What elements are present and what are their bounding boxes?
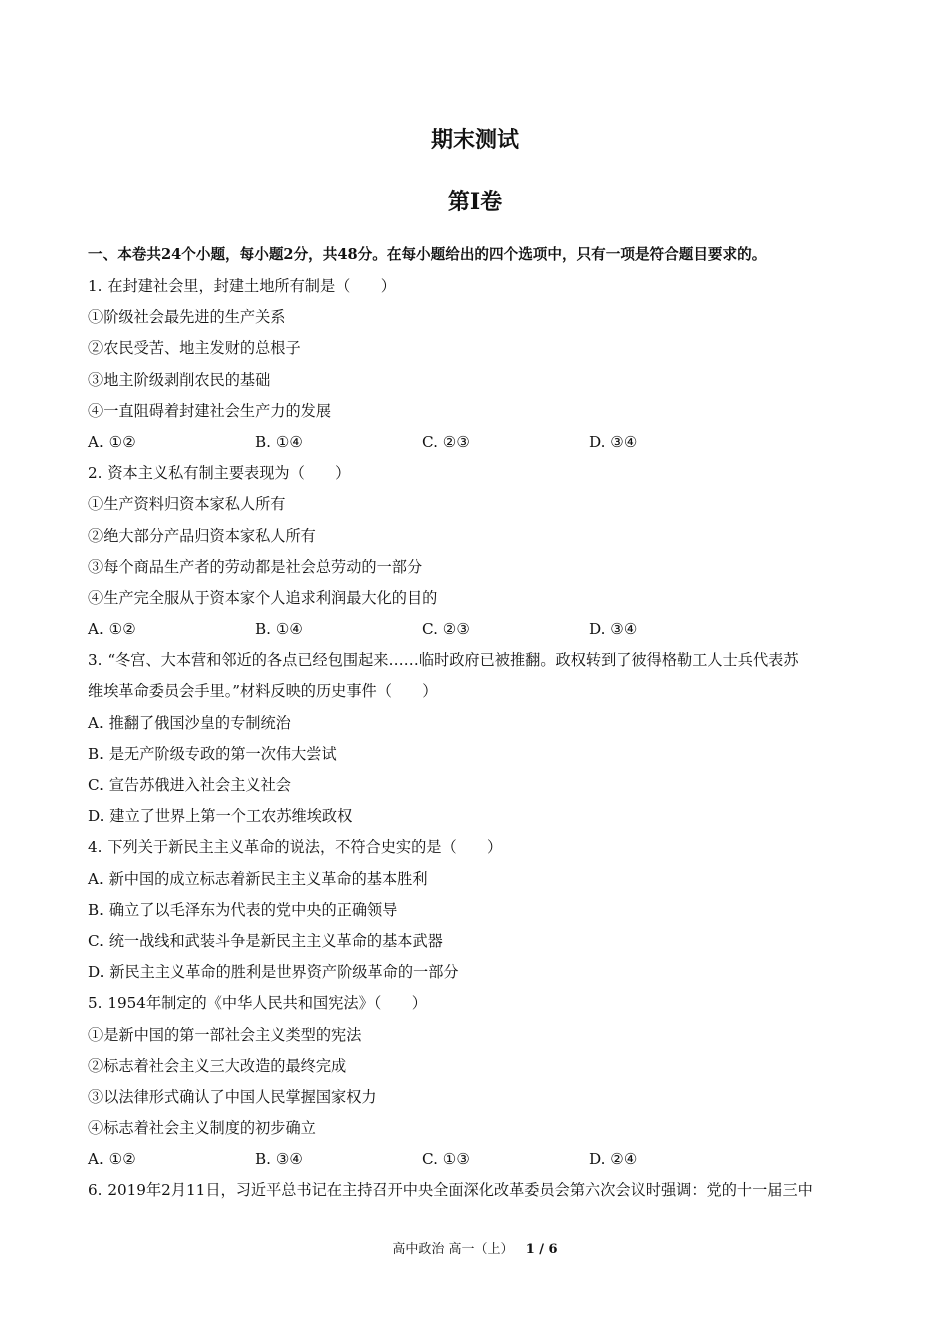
question-list [88, 274, 878, 1210]
question-block [88, 461, 878, 648]
question-item: D. 建立了世界上第一个工农苏维埃政权 [88, 807, 353, 826]
question-block [88, 648, 878, 835]
answer-option: C. ②③ [422, 620, 470, 639]
section-instruction: 一、本卷共24个小题，每小题2分，共48分。在每小题给出的四个选项中，只有一项是符合题目要求的。 [88, 246, 767, 263]
footer-subject: 高中政治 高一（上） [392, 1242, 514, 1257]
footer-page-number: 1 / 6 [525, 1242, 558, 1257]
question-item: D. 新民主主义革命的胜利是世界资产阶级革命的一部分 [88, 963, 459, 982]
question-stem: 5. 1954年制定的《中华人民共和国宪法》（ ） [88, 994, 427, 1013]
question-item: C. 宣告苏俄进入社会主义社会 [88, 776, 291, 794]
page-title: 期末测试 [430, 127, 519, 153]
question-item: ①阶级社会最先进的生产关系 [88, 308, 286, 327]
question-item: ④一直阻碍着封建社会生产力的发展 [88, 401, 331, 420]
question-item: A. 推翻了俄国沙皇的专制统治 [88, 713, 291, 732]
question-stem: 6. 2019年2月11日，习近平总书记在主持召开中央全面深化改革委员会第六次会议时强调：党的十一届三中 [88, 1181, 813, 1200]
question-item: B. 是无产阶级专政的第一次伟大尝试 [88, 744, 337, 763]
volume-heading: 第Ⅰ卷 [447, 189, 503, 215]
question-item: ③以法律形式确认了中国人民掌握国家权力 [88, 1087, 377, 1106]
answer-option: D. ③④ [589, 432, 638, 451]
question-stem: 3. “冬宫、大本营和邻近的各点已经包围起来……临时政府已被推翻。政权转到了彼得格勒工人士兵代表苏 [88, 651, 799, 670]
answer-option: C. ②③ [422, 432, 470, 451]
answer-options [88, 1147, 878, 1178]
page-footer [0, 1240, 950, 1260]
answer-option: D. ②④ [589, 1150, 638, 1169]
question-stem: 维埃革命委员会手里。”材料反映的历史事件（ ） [88, 682, 438, 701]
question-item: ③每个商品生产者的劳动都是社会总劳动的一部分 [88, 557, 423, 576]
question-stem: 2. 资本主义私有制主要表现为（ ） [88, 464, 351, 483]
question-stem: 1. 在封建社会里，封建土地所有制是（ ） [88, 277, 396, 295]
question-block [88, 835, 878, 991]
question-item: ①是新中国的第一部社会主义类型的宪法 [88, 1025, 362, 1044]
question-block [88, 1178, 878, 1209]
question-item: ④生产完全服从于资本家个人追求利润最大化的目的 [88, 588, 438, 607]
answer-option: A. ①② [88, 1150, 136, 1169]
question-block [88, 991, 878, 1178]
question-item: A. 新中国的成立标志着新民主主义革命的基本胜利 [88, 869, 428, 888]
question-item: ②农民受苦、地主发财的总根子 [88, 339, 301, 358]
question-item: ②标志着社会主义三大改造的最终完成 [88, 1056, 347, 1075]
question-item: ③地主阶级剥削农民的基础 [88, 370, 271, 389]
answer-options [88, 430, 878, 461]
answer-option: A. ①② [88, 432, 136, 451]
answer-option: C. ①③ [422, 1150, 470, 1169]
answer-option: B. ③④ [255, 1150, 304, 1169]
question-item: B. 确立了以毛泽东为代表的党中央的正确领导 [88, 900, 398, 919]
question-stem: 4. 下列关于新民主主义革命的说法，不符合史实的是（ ） [88, 838, 503, 857]
question-item: ①生产资料归资本家私人所有 [88, 495, 286, 514]
answer-option: B. ①④ [255, 432, 304, 451]
question-item: ④标志着社会主义制度的初步确立 [88, 1119, 316, 1138]
question-block [88, 274, 878, 461]
answer-option: B. ①④ [255, 620, 304, 639]
answer-option: A. ①② [88, 620, 136, 639]
answer-options [88, 617, 878, 648]
question-item: C. 统一战线和武装斗争是新民主主义革命的基本武器 [88, 931, 443, 950]
answer-option: D. ③④ [589, 620, 638, 639]
question-item: ②绝大部分产品归资本家私人所有 [88, 526, 316, 545]
